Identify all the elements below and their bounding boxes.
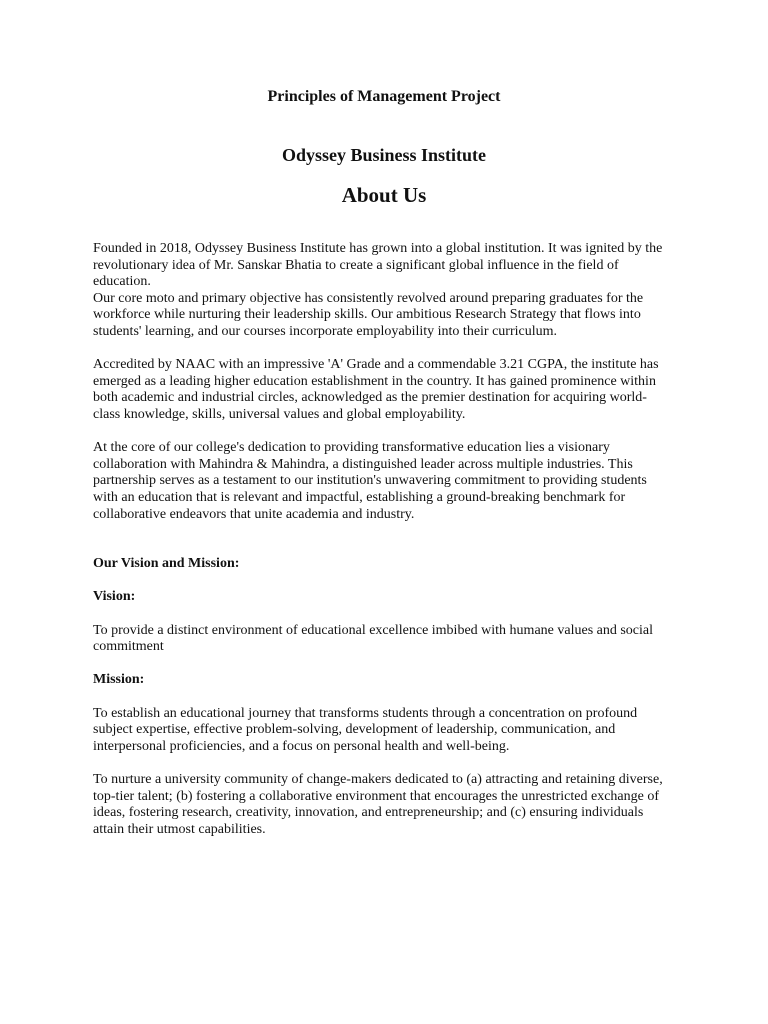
paragraph-spacer: [93, 341, 673, 358]
document-body: [93, 241, 673, 838]
paragraph-spacer: [93, 689, 673, 706]
paragraph-spacer: [93, 573, 673, 590]
about-paragraph-collaboration: At the core of our college's dedication to providing transformative education lies a visionary collaboration with Mahindra & Mahindra, a distinguished leader across multiple industries. This partnership serves as a testament to our institution's unwavering commitment to providing students with an education that is relevant and impactful, establishing a ground-breaking benchmark for collaborative endeavors that unite academia and industry.: [93, 440, 647, 522]
paragraph-spacer: [93, 656, 673, 673]
vision-text: To provide a distinct environment of educational excellence imbibed with humane values and social commitment: [93, 622, 654, 655]
mission-paragraph-journey: To establish an educational journey that transforms students through a concentration on profound subject expertise, effective problem-solving, development of leadership, communication, and interpersonal proficiencies, and a focus on personal health and well-being.: [93, 705, 638, 754]
paragraph-spacer: [93, 540, 673, 557]
document-title: Principles of Management Project: [267, 88, 501, 105]
about-paragraph-objective: Our core moto and primary objective has consistently revolved around preparing graduates for the workforce while nurturing their leadership skills. Our ambitious Research Strategy that flows into students' learning, and our courses incorporate employability into their curriculum.: [93, 290, 644, 339]
paragraph-spacer: [93, 424, 673, 441]
paragraph-spacer: [93, 606, 673, 623]
paragraph-spacer: [93, 523, 673, 540]
paragraph-spacer: [93, 755, 673, 772]
mission-heading: Mission:: [93, 672, 145, 688]
mission-paragraph-community: To nurture a university community of change-makers dedicated to (a) attracting and retaining diverse, top-tier talent; (b) fostering a collaborative environment that encourages the unrestricted exchange of ideas, fostering research, creativity, innovation, and entrepreneurship; and (c) ensuring individuals attain their utmost capabilities.: [93, 772, 663, 837]
about-paragraph-founding: Founded in 2018, Odyssey Business Institute has grown into a global institution. It was ignited by the revolutionary idea of Mr. Sanskar Bhatia to create a significant global influence in the field of education.: [93, 241, 663, 290]
institute-name: Odyssey Business Institute: [281, 145, 487, 165]
vision-heading: Vision:: [93, 589, 136, 605]
about-paragraph-accreditation: Accredited by NAAC with an impressive 'A' Grade and a commendable 3.21 CGPA, the institute has emerged as a leading higher education establishment in the country. It has gained prominence within both academic and industrial circles, acknowledged as the premier destination for acquiring world-class knowledge, skills, universal values and global employability.: [93, 357, 659, 422]
about-us-heading: About Us: [341, 183, 427, 207]
vision-mission-heading: Our Vision and Mission:: [93, 556, 240, 572]
